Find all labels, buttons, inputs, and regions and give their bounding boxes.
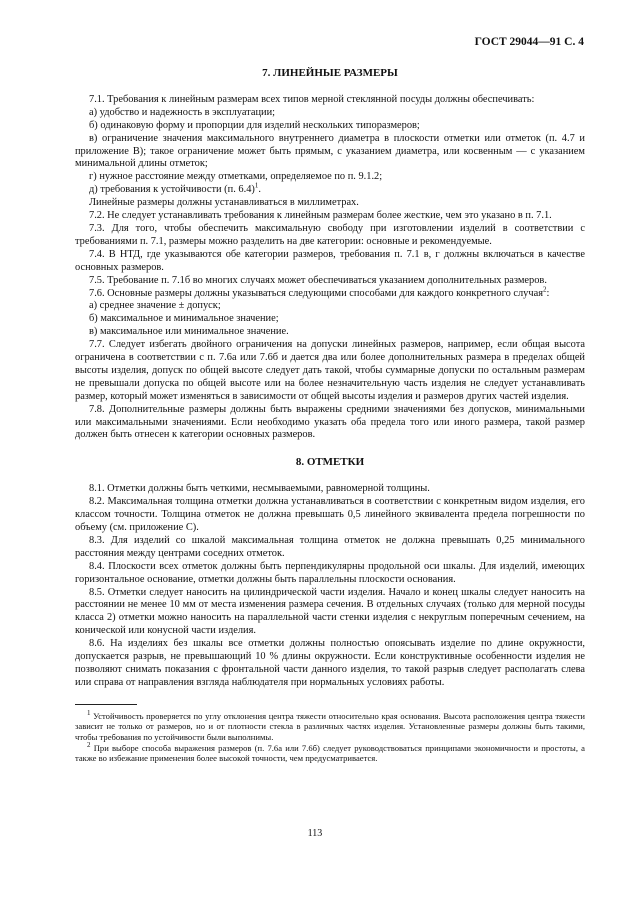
item-7-1-d bbox=[75, 181, 585, 197]
paragraph-8-2: 8.2. Максимальная толщина отметки должна устанавливаться в соответствии с конкретным видом изделия, его классом точности. Толщина отметок не должна превышать 0,5 линейного эквивалента предела погрешности по объему (см. приложение С). bbox=[75, 496, 585, 533]
paragraph-7-7: 7.7. Следует избегать двойного ограничения на допуски линейных размеров, например, если общая высота ограничена в соответствии с п. 7.6а или 7.6б и дается два или более дополнительных размера в пределах общей высоты изделия, допуск по общей высоте следует дать такой, чтобы суммарные допуски по остальным размерам не превышали допуска по общей высоте или на более незначительную часть изделия не следует устанавливать размер, который может изменяться в зависимости от общей высоты изделия и размеров других частей изделия. bbox=[75, 339, 585, 402]
footnote-2-text: При выборе способа выражения размеров (п. 7.6а или 7.6б) следует руководствоваться принципами экономичности и простоты, а также во избежание применения более высокой точности, чем предусматривается. bbox=[75, 742, 585, 764]
paragraph-8-5: 8.5. Отметки следует наносить на цилиндрической части изделия. Начало и конец шкалы следует наносить на расстоянии не менее 10 мм от места изменения размера сечения. В отдельных случаях (только для мерной посуды класса 2) отметки можно наносить на параллельной части стенки изделия с некруглым поперечным сечением, на конической или конусной части изделия. bbox=[75, 586, 585, 637]
item-7-1-b: б) одинаковую форму и пропорции для изделий нескольких типоразмеров; bbox=[89, 119, 420, 131]
item-7-1-d-end: . bbox=[258, 184, 261, 196]
footnote-1-mark: 1 bbox=[87, 708, 91, 717]
paragraph-8-6: 8.6. На изделиях без шкалы все отметки должны полностью опоясывать изделие по длине окружности, допускается разрыв, не превышающий 10 % длины окружности. Если конструктивные особенности изделия не позволяют снимать показания с фронтальной части данного изделия, то такой разрыв следует располагать слева или справа от направления взгляда наблюдателя при нормальных условиях работы. bbox=[75, 638, 585, 688]
paragraph-7-6-text: 7.6. Основные размеры должны указываться следующими способами для каждого конкретного случая bbox=[89, 287, 543, 299]
document-header: ГОСТ 29044—91 С. 4 bbox=[474, 36, 584, 48]
page-content bbox=[75, 62, 585, 764]
page-number: 113 bbox=[307, 828, 323, 839]
item-7-6-v: в) максимальное или минимальное значение. bbox=[89, 326, 289, 338]
section-7-title: 7. ЛИНЕЙНЫЕ РАЗМЕРЫ bbox=[262, 67, 398, 79]
paragraph-7-3: 7.3. Для того, чтобы обеспечить максимальную свободу при изготовлении изделий в соответствии с требованиями п. 7.1, размеры можно разделить на две категории: основные и рекомендуемые. bbox=[75, 222, 585, 247]
footnote-1-text: Устойчивость проверяется по углу отклонения центра тяжести относительно края основания. Высота расположения центра тяжести зависит не только от размеров, но и от плотности стекла в различных частях изделия. Установленные размеры должны быть такими, чтобы требования по устойчивости были выполнимы. bbox=[75, 710, 585, 742]
paragraph-7-6-end: : bbox=[546, 287, 550, 299]
section-8-title: 8. ОТМЕТКИ bbox=[295, 456, 365, 469]
paragraph-8-4: 8.4. Плоскости всех отметок должны быть перпендикулярны продольной оси шкалы. Для изделий, имеющих горизонтальное основание, отметки должны быть параллельны плоскости основания. bbox=[75, 560, 585, 585]
paragraph-7-5: 7.5. Требование п. 7.1б во многих случаях может обеспечиваться указанием дополнительных размеров. bbox=[89, 274, 547, 286]
item-7-1-v: в) ограничение значения максимального внутреннего диаметра в плоскости отметки или отметок (п. 4.7 и приложение В); такое ограничение может быть прямым, с указанием диаметра, или косвенным — с указанием минимальной длины отметок; bbox=[75, 132, 585, 170]
paragraph-7-6 bbox=[75, 285, 585, 301]
footnote-1 bbox=[75, 708, 585, 743]
paragraph-8-3: 8.3. Для изделий со шкалой максимальная толщина отметок не должна превышать 0,25 минимального расстояния между центрами соседних отметок. bbox=[75, 534, 585, 559]
footnote-ref-2: 2 bbox=[542, 285, 547, 294]
footnotes bbox=[75, 708, 585, 764]
item-7-1-a: а) удобство и надежность в эксплуатации; bbox=[89, 106, 276, 118]
footnote-2 bbox=[75, 740, 585, 764]
units-note: Линейные размеры должны устанавливаться в миллиметрах. bbox=[89, 197, 359, 209]
paragraph-8-1: 8.1. Отметки должны быть четкими, несмываемыми, равномерной толщины. bbox=[89, 483, 430, 495]
paragraph-7-4: 7.4. В НТД, где указываются обе категории размеров, требования п. 7.1 в, г должны включаться в качестве основных размеров. bbox=[75, 248, 585, 273]
paragraph-7-2: 7.2. Не следует устанавливать требования к линейным размерам более жесткие, чем это указано в п. 7.1. bbox=[89, 210, 552, 222]
paragraph-7-1: 7.1. Требования к линейным размерам всех типов мерной стеклянной посуды должны обеспечивать: bbox=[89, 93, 535, 105]
item-7-6-b: б) максимальное и минимальное значение; bbox=[89, 313, 279, 325]
footnote-ref-1: 1 bbox=[254, 181, 259, 190]
item-7-1-g: г) нужное расстояние между отметками, определяемое по п. 9.1.2; bbox=[89, 171, 383, 183]
item-7-1-d-text: д) требования к устойчивости (п. 6.4) bbox=[89, 184, 255, 196]
paragraph-7-8: 7.8. Дополнительные размеры должны быть выражены средними значениями без допусков, минимальными или максимальными значениями. Если необходимо указать оба предела того или иного размера, такой размер должен быть отнесен к категории основных размеров. bbox=[75, 403, 585, 441]
item-7-6-a: а) среднее значение ± допуск; bbox=[89, 300, 221, 312]
footnote-divider bbox=[75, 704, 137, 705]
footnote-2-mark: 2 bbox=[87, 740, 91, 749]
